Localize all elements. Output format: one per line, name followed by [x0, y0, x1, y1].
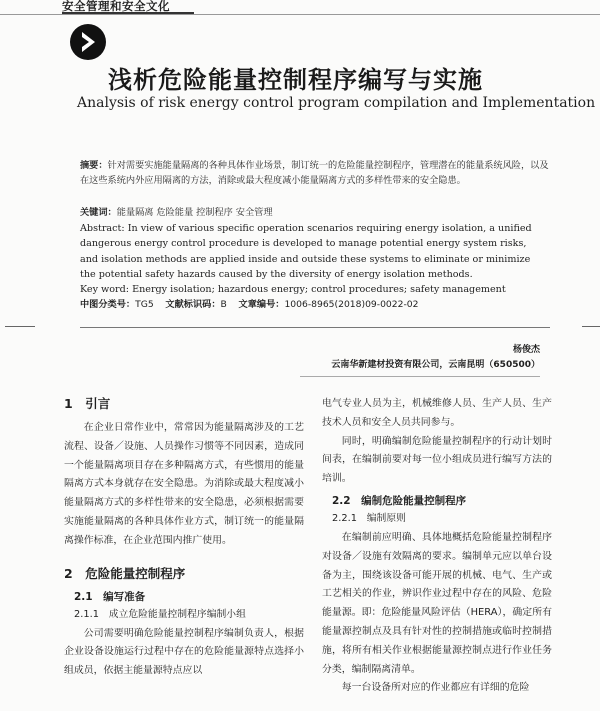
paragraph-principle: 在编制前应明确、具体地概括危险能量控制程序对设备／设施有效隔离的要求。编制单元应以单台设备为主，围绕该设备可能开展的机械、电气、生产或工艺相关的作业，辨识作业过程中存在的风险、危险能量源。即：危险能量风险评估（HERA），确定所有能量源控制点及具有针对性的控制措施或临时控制措施，将所有相关作业根据能量源控制点进行作业任务分类，编制隔离清单。	[322, 531, 552, 675]
margin-mark-right	[582, 326, 600, 327]
abstract-en-text: In view of various specific operation scenarios requiring energy isolation, a unified dangerous energy control procedure is developed to manage potential energy system risks, and isolation methods are applied inside and outside these systems to eliminate or minimize the potential safety hazards caused by the diversity of energy isolation methods.	[80, 223, 532, 280]
keywords-en-text: Energy isolation; hazardous energy; control procedures; safety management	[132, 284, 506, 295]
header-rule	[0, 14, 600, 15]
article-number-value: 1006-8965(2018)09-0022-02	[284, 299, 419, 310]
subsection-heading-prep: 2.1 编写准备	[74, 590, 146, 603]
keywords-cn-label: 关键词：	[80, 207, 117, 218]
keywords-en-label: Key word:	[80, 284, 130, 295]
author-name: 杨俊杰	[512, 345, 540, 355]
keywords-en	[80, 283, 550, 297]
class-label: 中图分类号：	[80, 299, 136, 310]
keywords-cn	[80, 205, 550, 220]
subsection-heading-write: 2.2 编制危险能量控制程序	[332, 494, 467, 507]
affiliation-rule	[300, 376, 540, 377]
section-heading-program: 2 危险能量控制程序	[64, 565, 186, 581]
abstract-divider	[80, 327, 550, 328]
left-column	[64, 395, 304, 681]
paragraph-last: 每一台设备所对应的作业都应有详细的危险	[341, 682, 530, 694]
article-title-en: Analysis of risk energy control program compilation and Implementation	[77, 95, 596, 111]
subsubsection-heading-team: 2.1.1 成立危险能量控制程序编制小组	[74, 608, 246, 620]
class-value: TG5	[135, 299, 154, 310]
paragraph-continued: 电气专业人员为主，机械维修人员、生产人员、生产技术人员和安全人员共同参与。	[322, 398, 552, 428]
doc-code-label: 文献标识码：	[165, 299, 221, 310]
journal-section-header: 安全管理和安全文化	[62, 0, 194, 14]
keywords-cn-text: 能量隔离 危险能量 控制程序 安全管理	[116, 207, 273, 218]
abstract-cn	[80, 158, 550, 188]
abstract-cn-text: 针对需要实施能量隔离的各种具体作业场景，制订统一的危险能量控制程序，管理潜在的能量系统风险，以及在这些系统内外应用隔离的方法，消除或最大程度减小能量隔离方式的多样性带来的安全隐患。	[80, 160, 549, 186]
arrow-circle-icon	[68, 22, 108, 62]
classification-line	[80, 298, 550, 312]
right-column	[322, 395, 552, 698]
subsubsection-heading-principle: 2.2.1 编制原则	[332, 512, 406, 524]
section-heading-intro: 1 引言	[64, 396, 111, 411]
author-affiliation: 云南华新建材投资有限公司，云南昆明（650500）	[331, 360, 540, 370]
paragraph-team: 公司需要明确危险能量控制程序编制负责人，根据企业设备设施运行过程中存在的危险能量源特点选择小组成员，依据主能量源特点应以	[64, 627, 304, 677]
margin-mark-left	[5, 326, 35, 327]
doc-code-value: B	[220, 299, 227, 310]
abstract-cn-label: 摘要：	[80, 160, 108, 171]
paragraph-intro: 在企业日常作业中，常常因为能量隔离涉及的工艺流程、设备／设施、人员操作习惯等不同因素，造成同一个能量隔离项目存在多种隔离方式，有些惯用的能量隔离方式本身就存在安全隐患。为消除或最大程度减小能量隔离方式的多样性带来的安全隐患，必须根据需要实施能量隔离的各种具体作业方式，制订统一的能量隔离操作标准，在企业范围内推广使用。	[64, 422, 304, 546]
article-title-cn: 浅析危险能量控制程序编写与实施	[108, 66, 483, 94]
article-number-label: 文章编号：	[238, 299, 285, 310]
abstract-en-label: Abstract:	[80, 223, 125, 234]
paragraph-plan: 同时，明确编制危险能量控制程序的行动计划时间表，在编制前要对每一位小组成员进行编写方法的培训。	[322, 435, 552, 485]
abstract-en	[80, 221, 545, 282]
